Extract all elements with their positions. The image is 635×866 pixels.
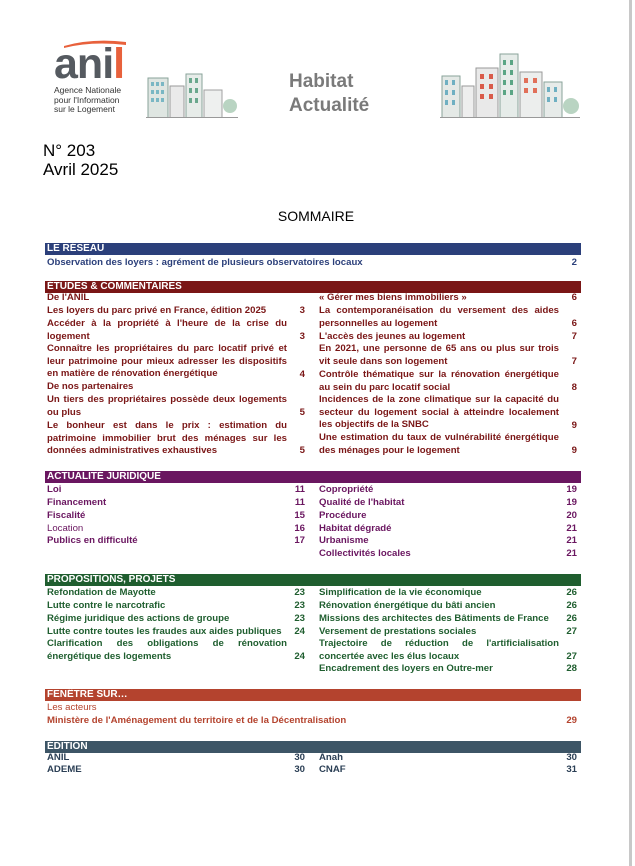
toc-entry[interactable]: Lutte contre le narcotrafic	[47, 600, 166, 611]
toc-page: 9	[571, 420, 577, 431]
toc-entry[interactable]: Procédure	[319, 510, 367, 521]
section-fenetre	[45, 689, 581, 731]
section-propositions	[45, 574, 581, 678]
logo-subtitle	[54, 86, 144, 115]
toc-entry[interactable]: Anah	[319, 752, 343, 763]
toc-page: 15	[294, 510, 305, 521]
toc-entry[interactable]: Les loyers du parc privé en France, édition 2025	[47, 305, 267, 316]
logo-subtitle-line: sur le Logement	[54, 104, 115, 114]
toc-subheading: Les acteurs	[47, 702, 97, 713]
toc-entry[interactable]: Accéder à la propriété à l'heure de la crise du logement	[47, 318, 287, 342]
toc-entry[interactable]: Observation des loyers : agrément de plusieurs observatoires locaux	[47, 257, 363, 268]
toc-page: 6	[571, 318, 577, 329]
section-edition	[45, 741, 581, 777]
toc-entry[interactable]: Simplification de la vie économique	[319, 587, 482, 598]
toc-entry[interactable]: Collectivités locales	[319, 548, 411, 559]
logo-subtitle-line: pour l'Information	[54, 94, 120, 105]
toc-page: 23	[294, 600, 305, 611]
toc-entry[interactable]: Qualité de l'habitat	[319, 497, 405, 508]
toc-page: 19	[566, 497, 577, 508]
toc-page: 24	[294, 626, 305, 637]
toc-page: 30	[294, 752, 305, 763]
section-header: ACTUALITÉ JURIDIQUE	[45, 471, 581, 483]
toc-page: 7	[571, 356, 577, 367]
toc-entry[interactable]: Fiscalité	[47, 510, 86, 521]
section-reseau	[45, 243, 581, 273]
toc-page: 4	[299, 369, 305, 380]
toc-page: 9	[571, 445, 577, 456]
toc-page: 3	[299, 305, 305, 316]
issue-number: N° 203	[43, 141, 96, 160]
toc-entry[interactable]: Refondation de Mayotte	[47, 587, 156, 598]
section-header: ÉDITION	[45, 741, 581, 753]
toc-entry[interactable]: Une estimation du taux de vulnérabilité énergétique des ménages pour le logement	[319, 432, 559, 456]
toc-page: 7	[571, 331, 577, 342]
section-etudes	[45, 281, 581, 461]
section-header: PROPOSITIONS, PROJETS	[45, 574, 581, 586]
section-header: FENÊTRE SUR…	[45, 689, 581, 701]
toc-entry[interactable]: Rénovation énergétique du bâti ancien	[319, 600, 496, 611]
toc-subheading: De nos partenaires	[47, 381, 134, 392]
toc-entry[interactable]: Versement de prestations sociales	[319, 626, 477, 637]
issue-info	[43, 141, 118, 179]
toc-entry[interactable]: En 2021, une personne de 65 ans ou plus sur trois vit seule dans son logement	[319, 343, 559, 367]
city-illustration-icon	[146, 72, 238, 118]
toc-entry[interactable]: Contrôle thématique sur la rénovation énergétique au sein du parc locatif social	[319, 369, 559, 393]
toc-entry[interactable]: Habitat dégradé	[319, 523, 392, 534]
toc-page: 24	[294, 651, 305, 662]
toc-entry[interactable]: Missions des architectes des Bâtiments de France	[319, 613, 549, 624]
toc-page: 27	[566, 626, 577, 637]
toc-page: 30	[566, 752, 577, 763]
toc-entry[interactable]: Trajectoire de réduction de l'artificialisation concertée avec les élus locaux	[319, 638, 559, 662]
toc-entry[interactable]: Incidences de la zone climatique sur la capacité du secteur du logement social à atteindre localement les objectifs de la SNBC	[319, 394, 559, 431]
toc-page: 3	[299, 331, 305, 342]
toc-entry[interactable]: Encadrement des loyers en Outre-mer	[319, 663, 493, 674]
toc-entry[interactable]: Connaître les propriétaires du parc locatif privé et leur patrimoine pour mieux adresser les dispositifs en matière de rénovation énergétique	[47, 343, 287, 380]
toc-entry[interactable]: ADEME	[47, 764, 82, 775]
toc-page: 27	[566, 651, 577, 662]
toc-page: 26	[566, 600, 577, 611]
publication-title	[289, 70, 369, 118]
toc-entry[interactable]: ANIL	[47, 752, 70, 763]
toc-entry[interactable]: « Gérer mes biens immobiliers »	[319, 292, 467, 303]
toc-page: 23	[294, 613, 305, 624]
toc-entry[interactable]: Ministère de l'Aménagement du territoire et de la Décentralisation	[47, 715, 347, 726]
toc-entry[interactable]: Un tiers des propriétaires possède deux logements ou plus	[47, 394, 287, 418]
toc-page: 11	[294, 484, 305, 495]
toc-entry[interactable]: CNAF	[319, 764, 346, 775]
logo-subtitle-line: Agence Nationale	[54, 85, 122, 95]
toc-page: 26	[566, 587, 577, 598]
publication-title-line: Habitat	[289, 71, 354, 92]
toc-page: 2	[571, 257, 577, 268]
toc-entry[interactable]: Copropriété	[319, 484, 374, 495]
section-juridique	[45, 471, 581, 563]
toc-entry[interactable]: Urbanisme	[319, 535, 369, 546]
toc-page: 29	[566, 715, 577, 726]
toc-page: 20	[566, 510, 577, 521]
toc-page: 28	[566, 663, 577, 674]
toc-entry[interactable]: Location	[47, 523, 84, 534]
issue-date: Avril 2025	[43, 160, 119, 179]
toc-entry[interactable]: Financement	[47, 497, 107, 508]
toc-page: 8	[571, 382, 577, 393]
toc-page: 17	[294, 535, 305, 546]
toc-page: 5	[299, 407, 305, 418]
toc-page: 5	[299, 445, 305, 456]
section-header: LE RÉSEAU	[45, 243, 581, 255]
toc-page: 11	[294, 497, 305, 508]
toc-page: 31	[566, 764, 577, 775]
toc-entry[interactable]: Clarification des obligations de rénovation énergétique des logements	[47, 638, 287, 662]
toc-page: 23	[294, 587, 305, 598]
toc-page: 30	[294, 764, 305, 775]
toc-subheading: De l'ANIL	[47, 292, 90, 303]
toc-page: 21	[566, 548, 577, 559]
toc-entry[interactable]: Loi	[47, 484, 62, 495]
toc-page: 19	[566, 484, 577, 495]
toc-page: 6	[571, 292, 577, 303]
publication-title-line: Actualité	[289, 95, 370, 116]
toc-page: 21	[566, 535, 577, 546]
toc-entry[interactable]: La contemporanéisation du versement des aides personnelles au logement	[319, 305, 559, 329]
section-header: ÉTUDES & COMMENTAIRES	[45, 281, 581, 293]
toc-entry[interactable]: Régime juridique des actions de groupe	[47, 613, 230, 624]
toc-entry[interactable]: Le bonheur est dans le prix : estimation du patrimoine immobilier brut des ménages sur les données administratives exhaustives	[47, 420, 287, 457]
page-title: SOMMAIRE	[277, 208, 355, 224]
toc-entry[interactable]: Publics en difficulté	[47, 535, 138, 546]
toc-page: 26	[566, 613, 577, 624]
city-illustration-colored-icon	[440, 52, 580, 118]
toc-page: 21	[566, 523, 577, 534]
toc-entry[interactable]: Lutte contre toutes les fraudes aux aides publiques	[47, 626, 282, 637]
toc-page: 16	[294, 523, 305, 534]
anil-logo	[54, 40, 125, 88]
logo-word: anil	[54, 40, 125, 88]
toc-entry[interactable]: L'accès des jeunes au logement	[319, 331, 466, 342]
